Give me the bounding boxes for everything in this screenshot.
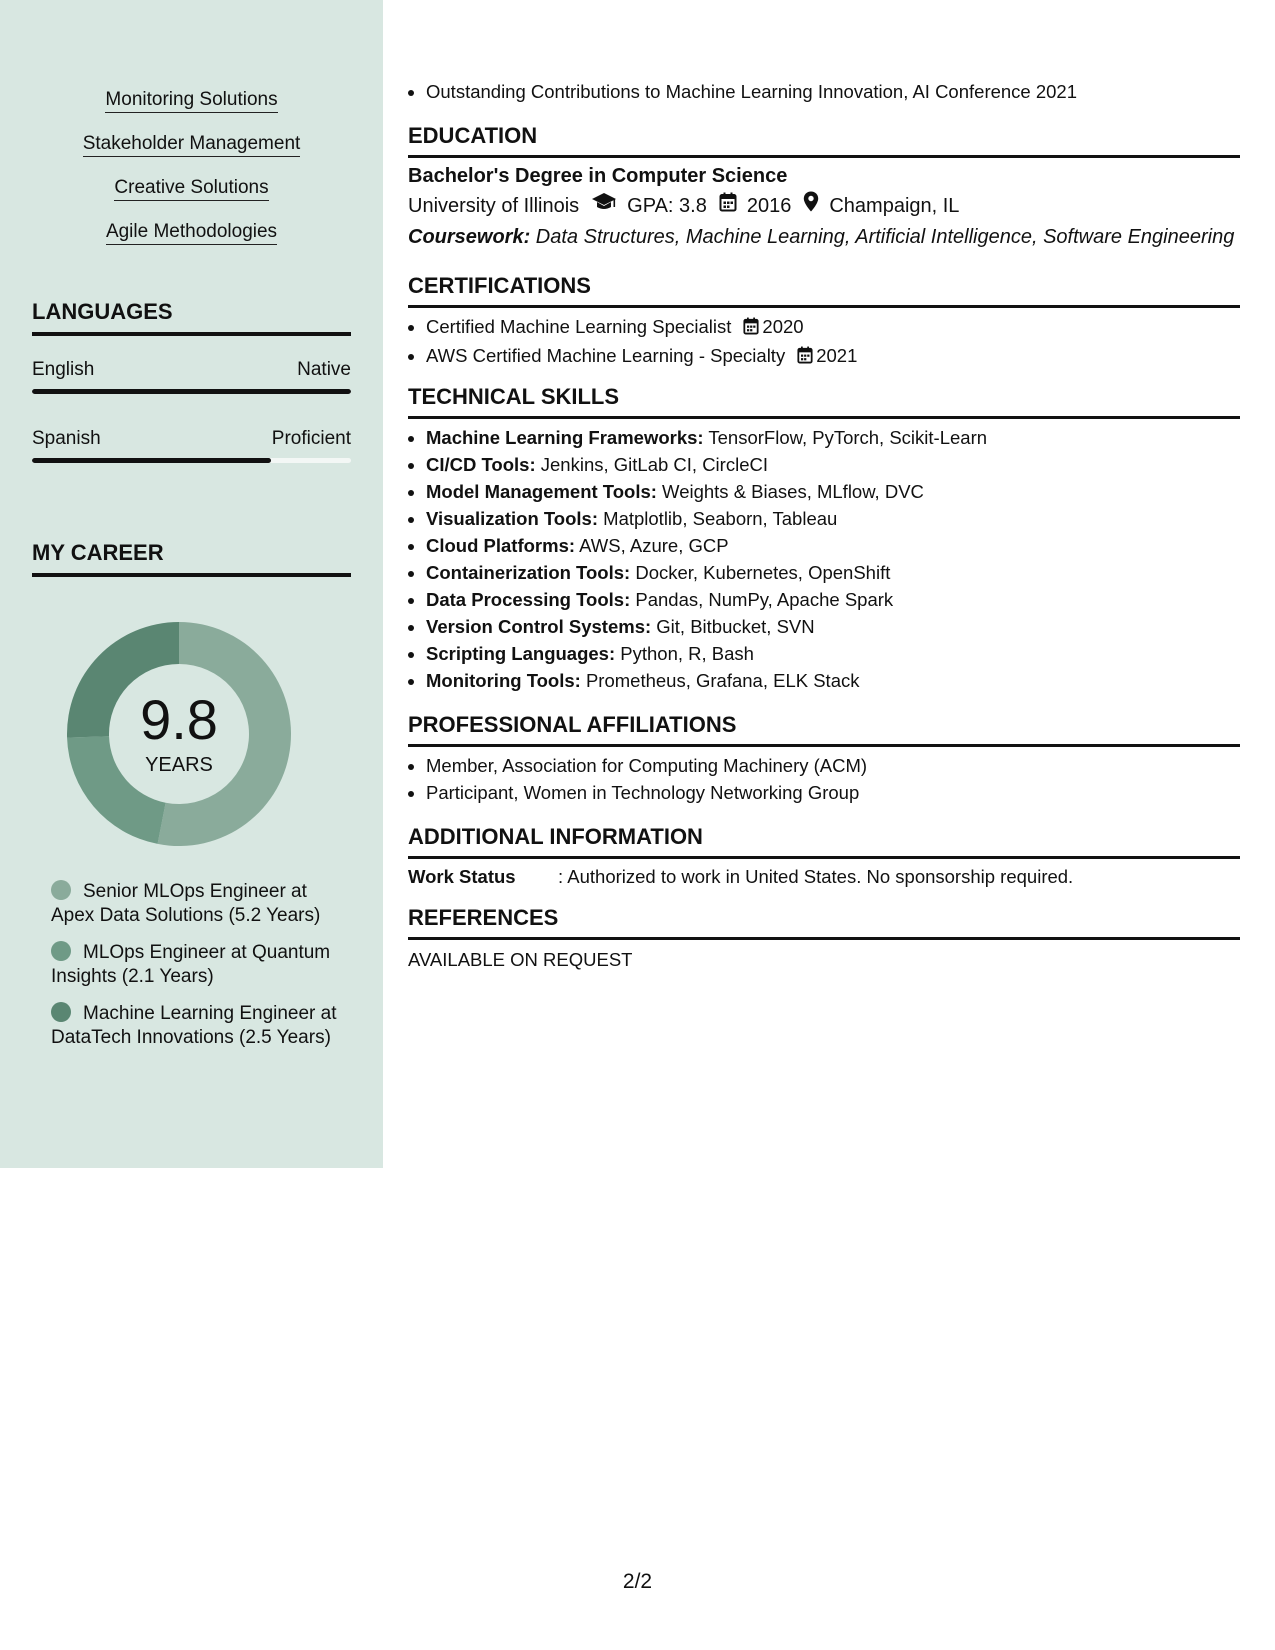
- skill-category: [426, 478, 1240, 505]
- awards-list: [408, 78, 1240, 105]
- skill-category-value: Pandas, NumPy, Apache Spark: [630, 589, 894, 610]
- language-row: [32, 427, 351, 451]
- references-text-block: [408, 948, 1240, 972]
- skill-category-label: Version Control Systems:: [426, 616, 652, 637]
- education-details: [408, 191, 1240, 222]
- education-entry: [408, 161, 1240, 253]
- coursework: [408, 222, 1240, 253]
- career-item: [51, 880, 341, 928]
- coursework-label: Coursework:: [408, 226, 531, 248]
- skill-category-label: Machine Learning Frameworks:: [426, 427, 704, 448]
- skill-item: Monitoring Solutions: [105, 88, 277, 113]
- gpa: GPA: 3.8: [627, 195, 707, 217]
- language-bar: [32, 458, 351, 463]
- location-pin-icon: [803, 191, 819, 222]
- affiliations-list: [408, 752, 1240, 806]
- career-text: Senior MLOps Engineer at Apex Data Solutions (5.2 Years): [51, 881, 321, 926]
- affiliations-heading: PROFESSIONAL AFFILIATIONS: [408, 711, 1240, 747]
- skill-item: Agile Methodologies: [106, 220, 277, 245]
- work-status-label: Work Status: [408, 866, 516, 887]
- page-number: 2/2: [622, 1570, 653, 1593]
- skill-category-value: AWS, Azure, GCP: [575, 535, 729, 556]
- skill-category: [426, 424, 1240, 451]
- award-item: • Outstanding Contributions to Machine Learning Innovation, AI Conference 2021: [426, 78, 1240, 105]
- education-heading: EDUCATION: [408, 122, 1240, 158]
- additional-info-heading: ADDITIONAL INFORMATION: [408, 823, 1240, 859]
- skill-category: [426, 586, 1240, 613]
- language-level: Native: [297, 359, 351, 380]
- skill-category: [426, 451, 1240, 478]
- certification-item: [426, 313, 1240, 342]
- certification-year: 2021: [816, 345, 858, 366]
- skill-category-value: TensorFlow, PyTorch, Scikit-Learn: [703, 427, 988, 448]
- affiliation-item: • Member, Association for Computing Machinery (ACM): [426, 752, 1240, 779]
- career-donut-label: [65, 620, 293, 848]
- skill-category-label: Model Management Tools:: [426, 481, 657, 502]
- career-dot: [51, 1002, 71, 1022]
- skill-category: [426, 559, 1240, 586]
- work-status-value: : Authorized to work in United States. No sponsorship required.: [558, 866, 1074, 887]
- skill-category: [426, 613, 1240, 640]
- language-name: English: [32, 359, 95, 380]
- skill-item: Creative Solutions: [114, 176, 268, 201]
- skill-item: Stakeholder Management: [83, 132, 301, 157]
- skill-category-label: Data Processing Tools:: [426, 589, 631, 610]
- skill-category-label: Containerization Tools:: [426, 562, 631, 583]
- career-heading: MY CAREER: [32, 539, 351, 577]
- graduation-year: 2016: [746, 195, 792, 217]
- skill-category-value: Python, R, Bash: [615, 643, 754, 664]
- work-status-row: [408, 865, 1240, 889]
- career-text: Machine Learning Engineer at DataTech Innovations (2.5 Years): [51, 1003, 337, 1048]
- career-total-unit: YEARS: [145, 754, 213, 776]
- sidebar: [0, 0, 383, 1168]
- work-status: [408, 865, 1240, 889]
- career-total-value: 9.8: [140, 688, 218, 751]
- skill-category: [426, 532, 1240, 559]
- references-text: AVAILABLE ON REQUEST: [408, 949, 633, 970]
- calendar-icon: [743, 315, 759, 342]
- calendar-icon: [719, 191, 737, 222]
- language-bar: [32, 389, 351, 394]
- skill-category-value: Matplotlib, Seaborn, Tableau: [598, 508, 838, 529]
- certifications-list: [408, 313, 1240, 371]
- skill-category-value: Prometheus, Grafana, ELK Stack: [580, 670, 860, 691]
- coursework-list: Data Structures, Machine Learning, Artificial Intelligence, Software Engineering: [530, 226, 1235, 248]
- language-bar-fill: [32, 458, 271, 463]
- skill-category: [426, 640, 1240, 667]
- affiliation-item: • Participant, Women in Technology Networking Group: [426, 779, 1240, 806]
- technical-skills-list: [408, 424, 1240, 694]
- graduation-cap-icon: [591, 191, 617, 222]
- career-text: MLOps Engineer at Quantum Insights (2.1 Years): [51, 942, 331, 987]
- skill-category-label: Scripting Languages:: [426, 643, 616, 664]
- skill-category-value: Git, Bitbucket, SVN: [651, 616, 815, 637]
- certification-item: [426, 342, 1240, 371]
- career-donut-chart: [65, 620, 293, 848]
- language-level: Proficient: [271, 428, 351, 449]
- language-bar-fill: [32, 389, 351, 394]
- degree-title: Bachelor's Degree in Computer Science: [408, 165, 788, 187]
- language-name: Spanish: [32, 428, 101, 449]
- school-name: University of Illinois: [408, 195, 580, 217]
- certification-name: Certified Machine Learning Specialist: [426, 316, 732, 337]
- career-dot: [51, 880, 71, 900]
- languages-heading: LANGUAGES: [32, 298, 351, 336]
- skill-category-label: Cloud Platforms:: [426, 535, 576, 556]
- skill-category-value: Weights & Biases, MLflow, DVC: [656, 481, 924, 502]
- career-item: [51, 941, 341, 989]
- skill-category-label: Visualization Tools:: [426, 508, 599, 529]
- skill-category-label: CI/CD Tools:: [426, 454, 536, 475]
- skill-category-label: Monitoring Tools:: [426, 670, 581, 691]
- skill-category-value: Jenkins, GitLab CI, CircleCI: [535, 454, 768, 475]
- certification-year: 2020: [762, 316, 804, 337]
- skills-list: [0, 88, 383, 264]
- career-item: [51, 1002, 341, 1050]
- skill-category: [426, 667, 1240, 694]
- certifications-heading: CERTIFICATIONS: [408, 272, 1240, 308]
- references-heading: REFERENCES: [408, 904, 1240, 940]
- school-location: Champaign, IL: [829, 195, 960, 217]
- technical-skills-heading: TECHNICAL SKILLS: [408, 383, 1240, 419]
- certification-name: AWS Certified Machine Learning - Specialty: [426, 345, 786, 366]
- skill-category-value: Docker, Kubernetes, OpenShift: [630, 562, 891, 583]
- skill-category: [426, 505, 1240, 532]
- career-list: [51, 880, 341, 1063]
- calendar-icon: [797, 344, 813, 371]
- language-row: [32, 358, 351, 382]
- career-dot: [51, 941, 71, 961]
